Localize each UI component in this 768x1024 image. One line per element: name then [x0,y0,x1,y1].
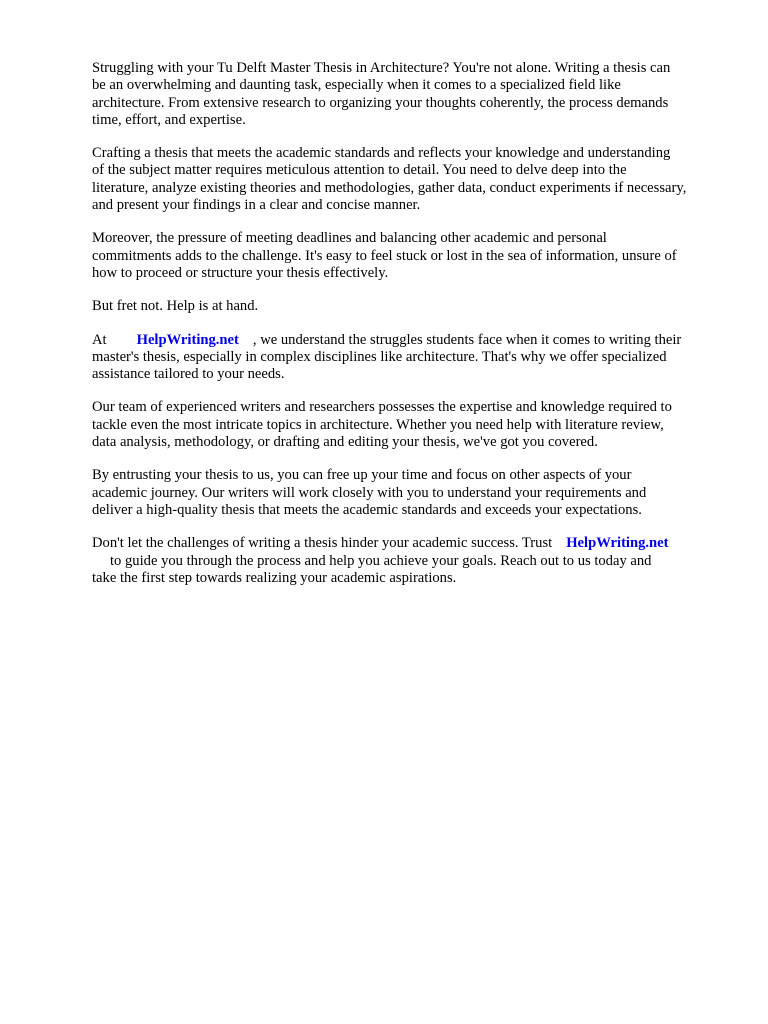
document-page [92,60,732,603]
text-segment: At [92,331,107,348]
text-line: academic journey. Our writers will work closely with you to understand your requirements and [92,484,647,501]
text-line: of the subject matter requires meticulous attention to detail. You need to delve deep into the [92,162,627,179]
text-line: Struggling with your Tu Delft Master Thesis in Architecture? You're not alone. Writing a thesis can [92,60,671,76]
paragraph-at-helpwriting [92,332,732,384]
text-line: assistance tailored to your needs. [92,366,285,383]
text-line: data analysis, methodology, or drafting and editing your thesis, we've got you covered. [92,434,598,451]
text-line: master's thesis, especially in complex disciplines like architecture. That's why we offer specialized [92,348,667,365]
text-line: By entrusting your thesis to us, you can free up your time and focus on other aspects of your [92,467,632,484]
paragraph-entrusting [92,467,732,519]
text-line: be an overwhelming and daunting task, especially when it comes to a specialized field like [92,77,621,94]
paragraph-team [92,399,732,451]
text-line: how to proceed or structure your thesis effectively. [92,264,389,281]
text-line: Crafting a thesis that meets the academic standards and reflects your knowledge and understanding [92,145,671,162]
paragraph-closing [92,535,732,587]
text-line: take the first step towards realizing your academic aspirations. [92,569,457,586]
text-line: deliver a high-quality thesis that meets the academic standards and exceeds your expectations. [92,501,642,518]
text-line: Moreover, the pressure of meeting deadlines and balancing other academic and personal [92,230,607,247]
paragraph-crafting [92,145,732,214]
text-line: Our team of experienced writers and researchers possesses the expertise and knowledge required to [92,399,672,416]
text-line: and present your findings in a clear and concise manner. [92,197,421,214]
text-line: tackle even the most intricate topics in architecture. Whether you need help with literature review, [92,416,664,433]
text-line: time, effort, and expertise. [92,111,246,128]
helpwriting-link[interactable]: HelpWriting.net [136,331,239,348]
text-line: architecture. From extensive research to organizing your thoughts coherently, the process demands [92,94,669,111]
paragraph-pressure [92,230,732,282]
paragraph-intro [92,60,732,129]
text-segment: Don't let the challenges of writing a thesis hinder your academic success. Trust [92,535,553,552]
text-line: But fret not. Help is at hand. [92,298,259,315]
text-segment: , we understand the struggles students face when it comes to writing their [252,331,682,348]
text-line: commitments adds to the challenge. It's easy to feel stuck or lost in the sea of information, unsure of [92,247,677,264]
paragraph-help [92,298,732,315]
text-line: to guide you through the process and help you achieve your goals. Reach out to us today and [110,552,652,569]
text-line: literature, analyze existing theories and methodologies, gather data, conduct experiments if necessary, [92,179,687,196]
helpwriting-link[interactable]: HelpWriting.net [566,535,669,552]
